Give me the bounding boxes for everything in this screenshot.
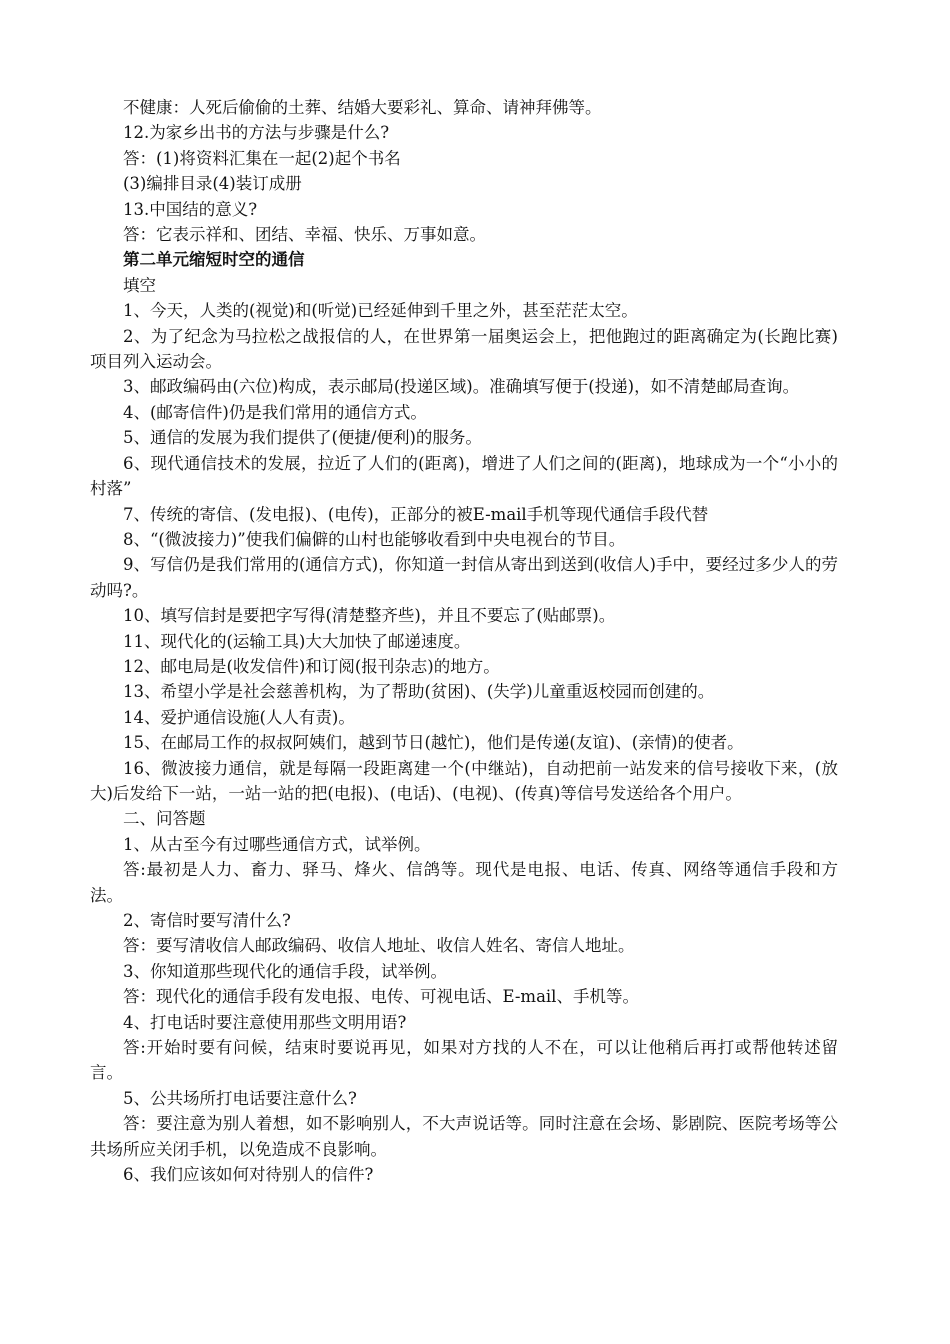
text-line: 4、打电话时要注意使用那些文明用语? (123, 1012, 407, 1032)
text-line: 15、在邮局工作的叔叔阿姨们，越到节日(越忙)，他们是传递(友谊)、(亲情)的使者。 (123, 733, 744, 753)
document-body (90, 95, 838, 1187)
text-line: 答:开始时要有问候，结束时要说再见，如果对方找的人不在，可以让他稍后再打或帮他转述留言。 (90, 1038, 838, 1083)
text-line: 答:最初是人力、畜力、驿马、烽火、信鸽等。现代是电报、电话、传真、网络等通信手段和方法。 (90, 860, 838, 905)
text-line: 12、邮电局是(收发信件)和订阅(报刊杂志)的地方。 (123, 656, 500, 676)
text-line: 1、今天，人类的(视觉)和(听觉)已经延伸到千里之外，甚至茫茫太空。 (123, 301, 638, 321)
text-line: 不健康：人死后偷偷的土葬、结婚大要彩礼、算命、请神拜佛等。 (123, 98, 602, 117)
text-line: 3、你知道那些现代化的通信手段，试举例。 (123, 961, 447, 981)
text-line: 填空 (123, 275, 156, 295)
text-line: 答：现代化的通信手段有发电报、电传、可视电话、E-mail、手机等。 (123, 987, 639, 1007)
text-line: 10、填写信封是要把字写得(清楚整齐些)，并且不要忘了(贴邮票)。 (123, 606, 616, 626)
text-line: 2、为了纪念为马拉松之战报信的人，在世界第一届奥运会上，把他跑过的距离确定为(长跑比赛)项目列入运动会。 (90, 326, 838, 372)
text-line: 16、微波接力通信，就是每隔一段距离建一个(中继站)，自动把前一站发来的信号接收下来，(放大)后发给下一站，一站一站的把(电报)、(电话)、(电视)、(传真)等信号发送给各个用户。 (90, 758, 838, 803)
text-line: 答：要注意为别人着想，如不影响别人，不大声说话等。同时注意在会场、影剧院、医院考场等公共场所应关闭手机，以免造成不良影响。 (90, 1114, 838, 1159)
text-line: 答：(1)将资料汇集在一起(2)起个书名 (123, 148, 401, 168)
text-line: 13.中国结的意义? (123, 199, 258, 219)
text-line: 1、从古至今有过哪些通信方式，试举例。 (123, 834, 431, 854)
text-line: 8、“(微波接力)”使我们偏僻的山村也能够收看到中央电视台的节目。 (123, 529, 626, 549)
text-line: 5、公共场所打电话要注意什么? (123, 1088, 357, 1108)
text-line: 5、通信的发展为我们提供了(便捷/便利)的服务。 (123, 428, 482, 448)
text-line: 11、现代化的(运输工具)大大加快了邮递速度。 (123, 631, 471, 651)
text-line: 4、(邮寄信件)仍是我们常用的通信方式。 (123, 402, 427, 422)
text-line: 12.为家乡出书的方法与步骤是什么? (123, 123, 390, 143)
text-line: 6、现代通信技术的发展，拉近了人们的(距离)，增进了人们之间的(距离)，地球成为一个“小小的村落” (90, 453, 838, 499)
text-line: 二、问答题 (123, 809, 206, 829)
text-line: 9、写信仍是我们常用的(通信方式)，你知道一封信从寄出到送到(收信人)手中，要经过多少人的劳动吗?。 (90, 555, 838, 600)
text-line: 3、邮政编码由(六位)构成，表示邮局(投递区域)。准确填写便于(投递)，如不清楚邮局查询。 (123, 377, 800, 397)
text-line: 6、我们应该如何对待别人的信件? (123, 1165, 374, 1185)
text-line: 14、爱护通信设施(人人有责)。 (123, 707, 355, 727)
text-line: 7、传统的寄信、(发电报)、(电传)，正部分的被E-mail手机等现代通信手段代替 (123, 504, 709, 524)
section-heading: 第二单元缩短时空的通信 (123, 250, 305, 270)
text-line: 13、希望小学是社会慈善机构，为了帮助(贫困)、(失学)儿童重返校园而创建的。 (123, 682, 715, 702)
text-line: 答：它表示祥和、团结、幸福、快乐、万事如意。 (123, 225, 486, 245)
text-line: 答：要写清收信人邮政编码、收信人地址、收信人姓名、寄信人地址。 (123, 936, 635, 956)
text-line: (3)编排目录(4)装订成册 (123, 174, 302, 194)
text-line: 2、寄信时要写清什么? (123, 911, 291, 930)
